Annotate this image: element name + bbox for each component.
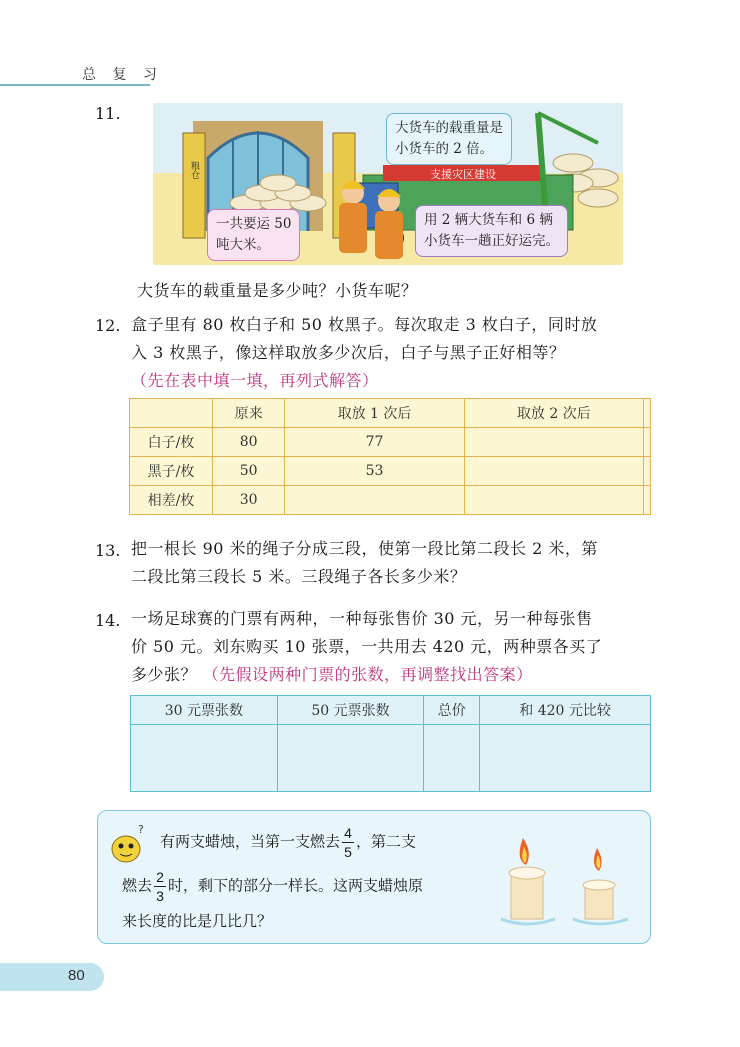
text-line: 把一根长 90 米的绳子分成三段，使第一段比第二段长 2 米，第 <box>131 539 598 558</box>
table-cell <box>424 725 480 792</box>
header-rule <box>0 84 150 86</box>
question-14-table <box>130 695 651 792</box>
question-11-text: 大货车的载重量是多少吨？小货车呢？ <box>137 281 418 300</box>
table-cell: 黑子/枚 <box>130 457 213 486</box>
bubble-line: 用 2 辆大货车和 6 辆 <box>424 212 553 228</box>
text-segment: 时，剩下的部分一样长。这两支蜡烛原 <box>168 876 424 895</box>
gate-sign-text: 粮仓 <box>189 161 199 179</box>
truck-banner-text: 支援灾区建设 <box>430 168 496 181</box>
text-line: 二段比第三段长 5 米。三段绳子各长多少米？ <box>131 567 467 586</box>
page-number-tab <box>0 963 104 991</box>
table-cell <box>464 428 643 457</box>
challenge-box <box>97 810 651 944</box>
table-cell <box>464 486 643 515</box>
text-line <box>131 661 602 689</box>
bubble-line: 吨大米。 <box>216 237 270 253</box>
fraction-numerator: 2 <box>156 869 164 885</box>
table-header-cell: 取放 2 次后 <box>464 399 643 428</box>
table-row <box>130 486 651 515</box>
bubble-line: 小货车一趟正好运完。 <box>424 233 559 249</box>
hint-text: （先在表中填一填，再列式解答） <box>131 371 379 390</box>
table-header-cell: 原来 <box>213 399 285 428</box>
table-header-cell: 取放 1 次后 <box>285 399 464 428</box>
speech-bubble-capacity <box>386 113 512 165</box>
table-cell <box>464 457 643 486</box>
table-cell: 77 <box>285 428 464 457</box>
text-segment: 多少张？ <box>131 665 198 684</box>
truck-illustration <box>153 103 623 265</box>
candles-illustration <box>493 833 643 933</box>
section-title: 总 复 习 <box>82 67 163 83</box>
text-line: 盒子里有 80 枚白子和 50 枚黑子。每次取走 3 枚白子，同时放 <box>131 315 598 334</box>
table-header-cell: 和 420 元比较 <box>480 696 651 725</box>
question-14-text <box>131 605 602 689</box>
question-12-number: 12. <box>95 316 121 335</box>
bubble-line: 一共要运 50 <box>216 216 292 232</box>
table-cell <box>643 486 650 515</box>
table-cell <box>643 457 650 486</box>
text-segment: ，第二支 <box>356 832 417 851</box>
table-cell <box>285 486 464 515</box>
table-cell <box>131 725 278 792</box>
fraction-denominator: 3 <box>156 888 164 904</box>
table-header-cell: 50 元票张数 <box>277 696 424 725</box>
table-cell: 80 <box>213 428 285 457</box>
bubble-line: 大货车的载重量是 <box>395 120 503 136</box>
table-cell <box>480 725 651 792</box>
table-header-row <box>130 399 651 428</box>
table-cell: 50 <box>213 457 285 486</box>
fraction-two-thirds <box>154 869 166 904</box>
table-header-cell <box>643 399 650 428</box>
table-cell: 相差/枚 <box>130 486 213 515</box>
question-12-text <box>131 311 597 395</box>
table-row <box>130 457 651 486</box>
text-segment: 燃去 <box>122 876 153 895</box>
question-14-number: 14. <box>95 611 121 630</box>
text-line: 一场足球赛的门票有两种，一种每张售价 30 元，另一种每张售 <box>131 609 593 628</box>
text-line: 入 3 枚黑子，像这样取放多少次后，白子与黑子正好相等？ <box>131 343 566 362</box>
text-line: 价 50 元。刘东购买 10 张票，一共用去 420 元，两种票各买了 <box>131 637 603 656</box>
fraction-bar <box>154 886 166 887</box>
speech-bubble-total <box>207 209 300 261</box>
fraction-denominator: 5 <box>344 844 352 860</box>
table-header-cell: 总价 <box>424 696 480 725</box>
question-13-number: 13. <box>95 541 121 560</box>
table-row <box>130 428 651 457</box>
table-cell <box>277 725 424 792</box>
challenge-line-1 <box>160 825 416 860</box>
fraction-numerator: 4 <box>344 825 352 841</box>
table-header-cell: 30 元票张数 <box>131 696 278 725</box>
challenge-line-3: 来长度的比是几比几？ <box>122 912 273 930</box>
fraction-bar <box>342 842 354 843</box>
table-header-cell <box>130 399 213 428</box>
thinking-mascot-icon <box>106 821 148 867</box>
question-11-number: 11. <box>95 104 121 123</box>
table-row <box>131 725 651 792</box>
table-header-row <box>131 696 651 725</box>
table-cell: 30 <box>213 486 285 515</box>
page-number: 80 <box>68 967 85 984</box>
table-cell: 53 <box>285 457 464 486</box>
challenge-line-2 <box>122 869 423 904</box>
table-cell: 白子/枚 <box>130 428 213 457</box>
question-13-text <box>131 535 598 591</box>
svg-text:?: ? <box>138 823 144 836</box>
speech-bubble-trucks <box>415 205 568 257</box>
bubble-line: 小货车的 2 倍。 <box>395 141 494 157</box>
table-cell <box>643 428 650 457</box>
fraction-four-fifths <box>342 825 354 860</box>
question-12-table <box>129 398 651 515</box>
hint-text: （先假设两种门票的张数，再调整找出答案） <box>202 665 533 684</box>
text-segment: 有两支蜡烛，当第一支燃去 <box>160 832 341 851</box>
